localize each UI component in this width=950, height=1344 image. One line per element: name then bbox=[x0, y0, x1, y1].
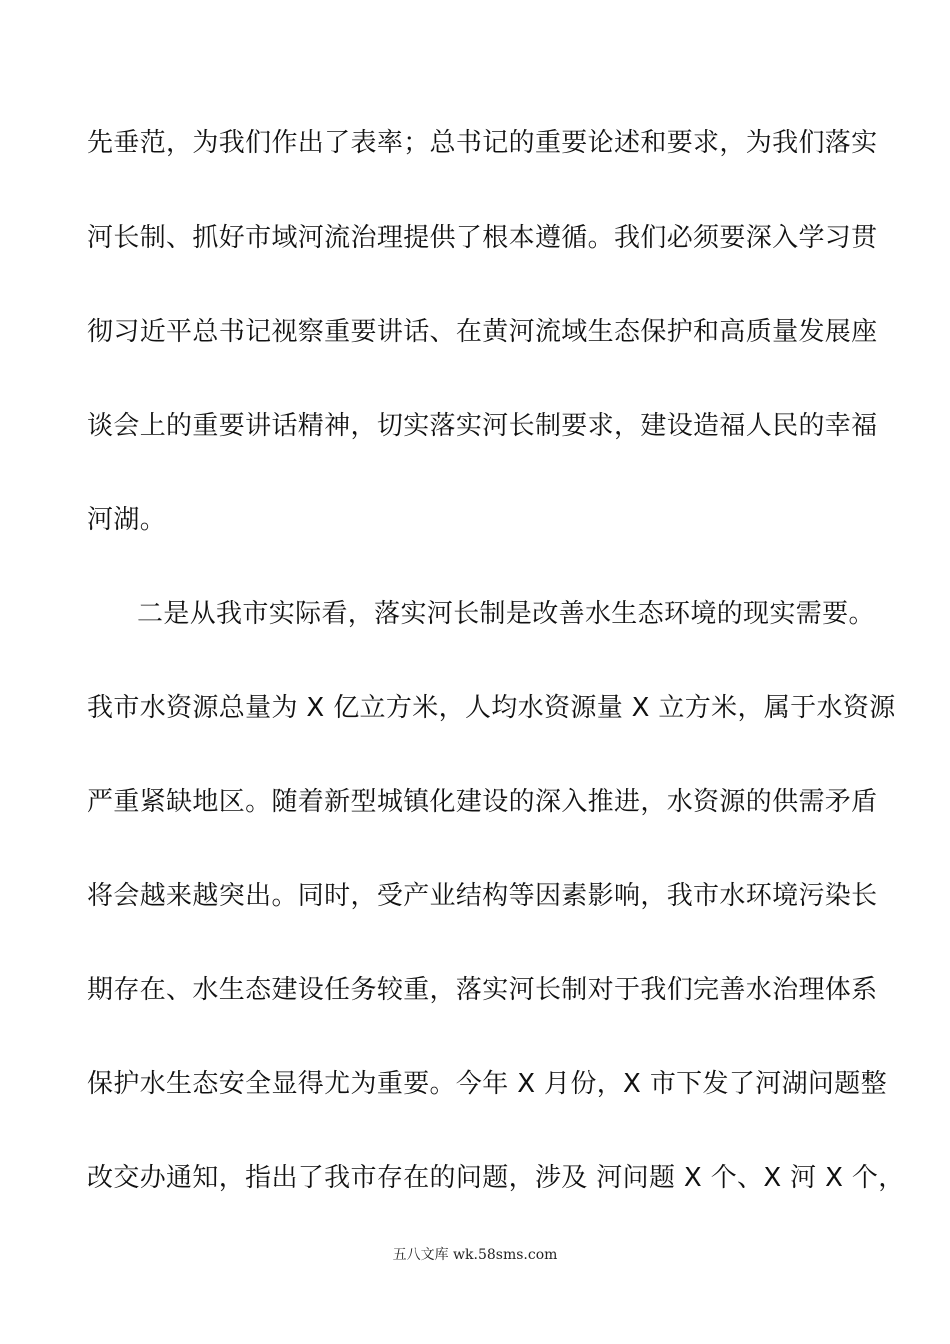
text-line: 我市水资源总量为 X 亿立方米，人均水资源量 X 立方米，属于水资源 bbox=[87, 693, 896, 723]
text-line: 将会越来越突出。同时，受产业结构等因素影响，我市水环境污染长 bbox=[87, 881, 878, 911]
text-line: 保护水生态安全显得尤为重要。今年 X 月份，X 市下发了河湖问题整 bbox=[87, 1069, 887, 1099]
text-line: 谈会上的重要讲话精神，切实落实河长制要求，建设造福人民的幸福 bbox=[87, 411, 878, 441]
text-line: 严重紧缺地区。随着新型城镇化建设的深入推进，水资源的供需矛盾 bbox=[87, 787, 878, 817]
text-line: 改交办通知，指出了我市存在的问题，涉及 河问题 X 个、X 河 X 个， bbox=[87, 1163, 905, 1193]
page-footer: 五八文库 wk.58sms.com bbox=[392, 1247, 558, 1263]
text-line: 彻习近平总书记视察重要讲话、在黄河流域生态保护和高质量发展座 bbox=[87, 317, 878, 347]
text-line: 先垂范，为我们作出了表率；总书记的重要论述和要求，为我们落实 bbox=[87, 128, 878, 158]
text-line: 期存在、水生态建设任务较重，落实河长制对于我们完善水治理体系 bbox=[87, 975, 878, 1005]
text-line: 河湖。 bbox=[87, 505, 167, 535]
paragraph-first-line: 二是从我市实际看，落实河长制是改善水生态环境的现实需要。 bbox=[137, 599, 875, 629]
text-line: 河长制、抓好市域河流治理提供了根本遵循。我们必须要深入学习贯 bbox=[87, 223, 878, 253]
